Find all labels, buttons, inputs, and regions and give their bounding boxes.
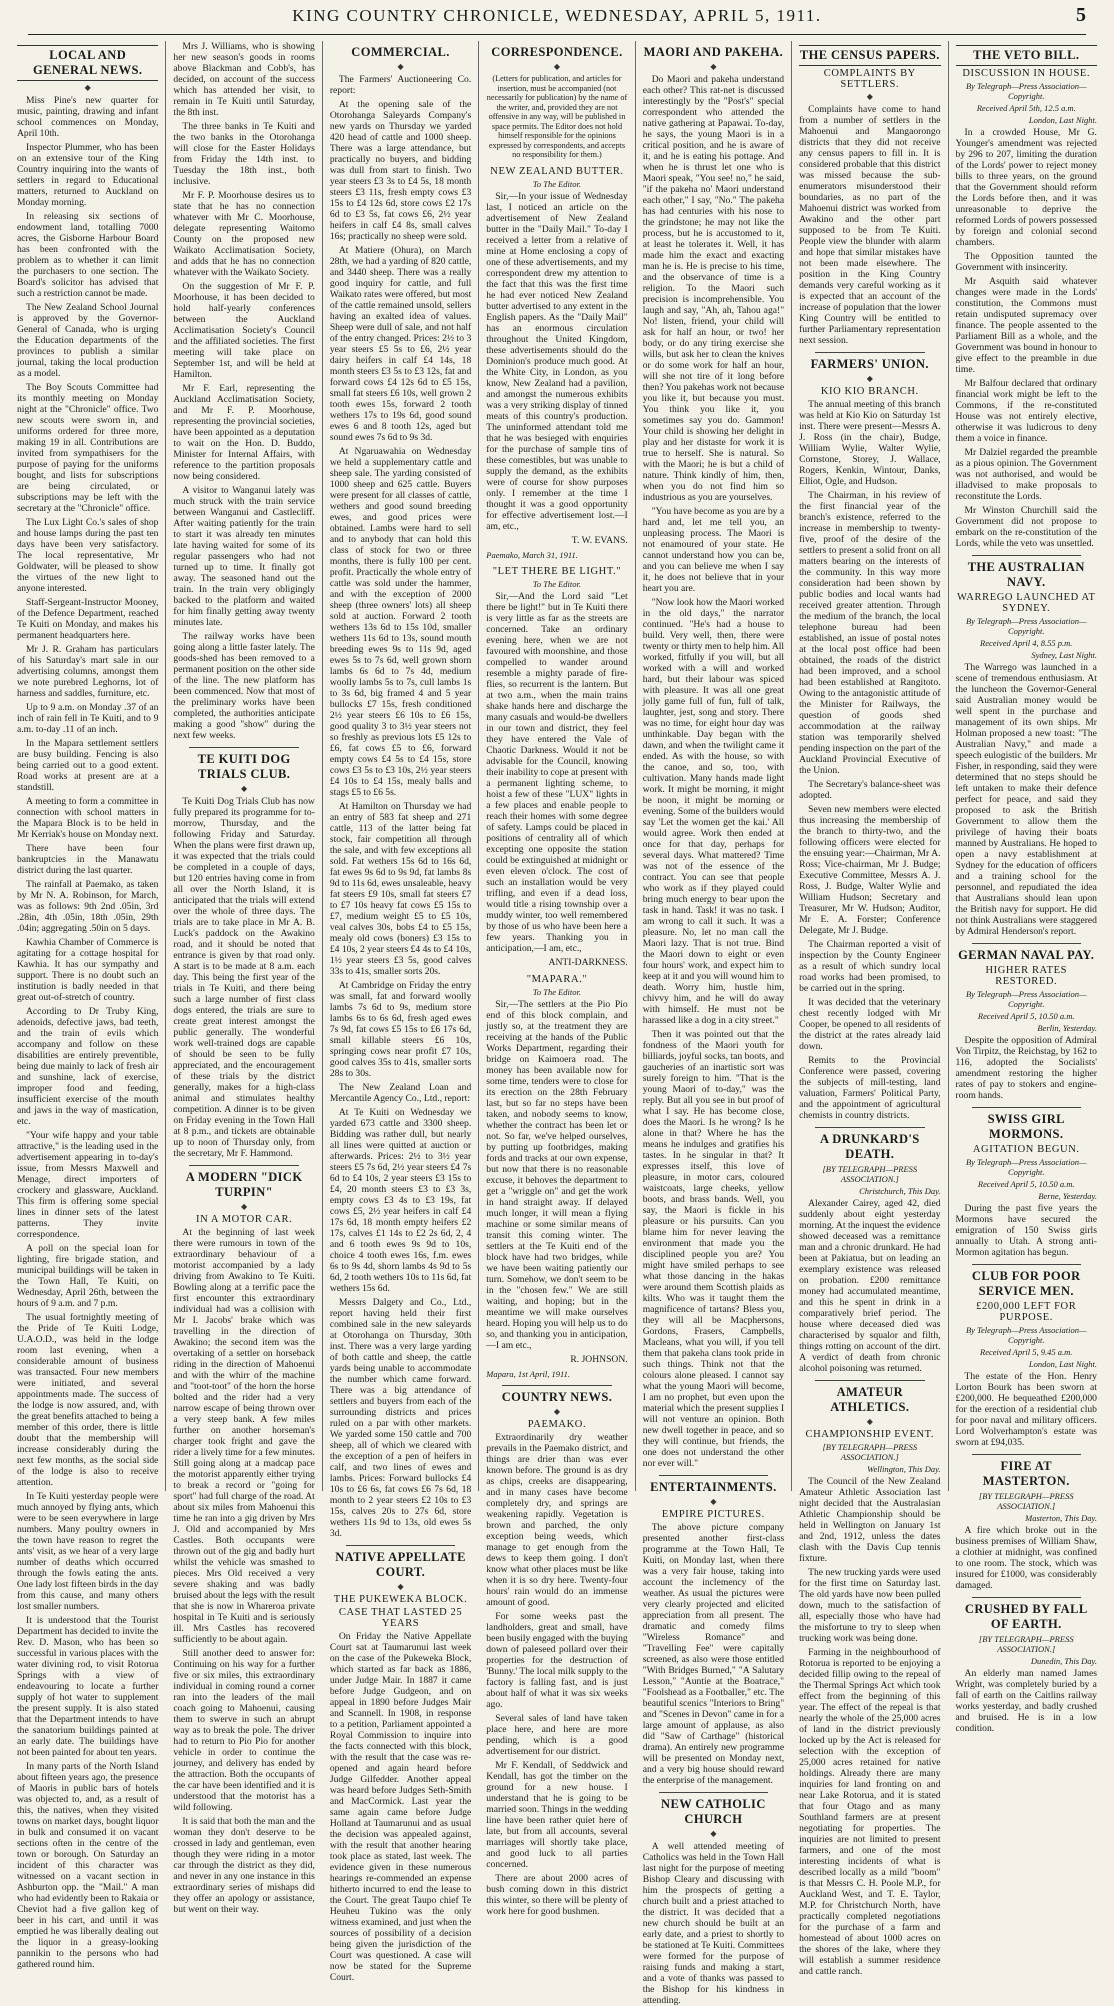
ornament-rule: ◆	[710, 62, 717, 71]
ornament-rule: ◆	[866, 1417, 873, 1426]
article-body	[486, 999, 627, 1351]
article-census	[799, 45, 940, 346]
article-earth-fall	[956, 1602, 1097, 1734]
ornament-rule: ◆	[866, 92, 873, 101]
headline: MAORI AND PAKEHA.	[643, 45, 784, 59]
subheadline: CASE THAT LASTED 25 YEARS	[338, 1607, 463, 1629]
editor-note: (Letters for publication, and articles for insertion, must be accompanied (not necessarily for publication) by the name of the writer, and, provided they are not offensive in any way, will be published in space permits. The Editor does not hold himself responsible for the opinions expressed by correspondents, and accepts no responsibility for them.)	[486, 74, 628, 159]
press-line: By Telegraph—Press Association—Copyright.	[965, 81, 1087, 101]
article-body	[173, 1227, 314, 1915]
letter-date: Mapara, 1st April, 1911.	[486, 1368, 571, 1379]
article-maori-pakeha	[643, 45, 784, 1469]
headline: GERMAN NAVAL PAY.	[958, 948, 1095, 962]
dateline: London, Last Night.	[1028, 1359, 1097, 1369]
paragraph: In Te Kuiti yesterday people were much annoyed by flying ants, which were to be seen everywhere in large numbers. Many poultry owners in the town have reason to regret the ants' visit, as we hear of a very large number of deaths which occurred through the fowls eating the ants. One lady lost fifteen birds in the day from this cause, and many others lost smaller numbers.	[17, 1491, 159, 1612]
article-service-club	[956, 1269, 1097, 1448]
paragraph: The rainfall at Paemako, as taken by Mr N. A. Robinson, for March, was as follows: 9th 2nd .05in, 3rd .28in, 4th .05in, 18th .05in, 29th .04in; aggregating .50in on 5 days.	[17, 879, 159, 934]
paragraph: Farming in the neighbourhood of Rotorua is reported to be enjoying a decided fillip owing to the repeal of the Thermal Springs Act which took effect from the beginning of this year. The effect of the repeal is that nearly the whole of the 25,000 acres of land in the district previously locked up by the Act is released for selection with the exception of 25,000 acres retained for native holdings. Already there are many inquiries for land fronting on and near Lake Rotorua, and it is stated that four Otago and as many Southland farmers are at present negotiating for properties. The inquiries are not limited to present farmers, and one of the most interesting incidents of what is described locally as a mild "boom" is that Messrs C. H. Poole M.P., for Auckland West, and T. E. Taylor, M.P. for Christchurch North, have practically completed negotiations for the purchase of a farm and homestead of about 1000 acres on the shores of the lake, where they will establish a summer residence and cattle ranch.	[799, 1647, 941, 1977]
paragraph: Messrs Dalgety and Co., Ltd., report having held their first combined sale in the new saleyards at Otorohanga on Thursday, 30th inst. There was a very large yarding of both cattle and sheep, the cattle yards being unable to accommodate the number which came forward. There was a big attendance of settlers and buyers from each of the surrounding districts and prices ruled on a par with other markets. We yarded some 150 cattle and 700 sheep, all of which we cleared with the exception of a pen of heifers in calf, and two lines of ewes and lambs. Prices: Forward bullocks £4 10s to £6 6s, fat cows £6 7s 6d, 18 month to 2 year steers £2 10s to £3 15s, calves 20s to 27s 6d, store wethers 11s 9d to 13s, old ewes 5s 3d.	[329, 1297, 472, 1539]
subheadline: NEW ZEALAND BUTTER.	[490, 165, 624, 177]
dateline: Berlin, Yesterday.	[1037, 1023, 1097, 1033]
received-line: Received April 5th, 12.5 a.m.	[976, 103, 1076, 113]
headline: A MODERN "DICK TURPIN"	[185, 1170, 303, 1199]
ornament-rule: ◆	[241, 1202, 248, 1211]
article-body	[330, 74, 471, 1539]
subheadline: KIO KIO BRANCH.	[820, 386, 919, 397]
headline: SWISS GIRL MORMONS.	[987, 1112, 1065, 1141]
paragraph: Sir,—In your issue of Wednesday last, I noticed an article on the advertisement of New Zealand butter in the "Daily Mail." To-day I received a letter from a relative of mine at Home enclosing a copy of one of these advertisements, and my correspondent drew my attention to the fact that this was the first time he had ever noticed New Zealand butter advertised to any extent in the English papers. As the "Daily Mail" has an enormous circulation throughout the United Kingdom, these advertisements should do the Dominion's produce much good. At the White City, in London, as you know, New Zealand had a pavilion, and amongst the numerous exhibits was a very striking display of tinned meats of this country's production. The uninformed attendant told me that he was besieged with enquiries for the purchase of sample tins of these comestibles, but was unable to supply the demand, as the exhibits were of course for show purposes only. I remember at the time I thought it was a good opportunity for effective advertisement lost.—I am, etc.,	[486, 190, 628, 532]
paragraph: For some weeks past the landholders, great and small, have been busily engaged with the buying down of paleseed pollard over their properties for the destruction of 'Bunny.' The local milk supply to the factory is falling fast, and is just about half of what it was six weeks ago.	[486, 1610, 628, 1710]
divider	[189, 1165, 298, 1166]
letter-light	[486, 566, 627, 968]
article-body	[643, 1522, 784, 1786]
press-line: [BY TELEGRAPH—PRESS ASSOCIATION.]	[978, 1491, 1074, 1511]
paragraph: The Warrego was launched in a scene of tremendous enthusiasm. At the luncheon the Governor-General said Australian money would be well spent in the purchase and management of its own ships. Mr Holman proposed a new toast: "The Australian Navy," and made a speech eulogistic of the builders. Mr Fisher, in responding, said they were determined that no steps should be left untaken to make their defence perfect for peace, and said they proposed to ask the British Government to allow them the privilege of having their boats manned by Australians. He hoped to open a navy establishment at Sydney for the education of officers and a training school for the personnel, and repudiated the idea that Australians should lean upon the British navy for support. He did not think Australians were staggered by Admiral Henderson's report.	[955, 662, 1097, 937]
paragraph: Mr F. Kendall, of Seddwick and Kendall, has got the timber on the ground for a new house. I understand that he is going to be married soon. Things in the wedding line have been rather quiet here of late, but from all accounts, several marriages will shortly take place, and good luck to all parties concerned.	[486, 1759, 628, 1870]
paragraph: There have been four bankruptcies in the Manawatu district during the last quarter.	[17, 843, 159, 876]
article-body	[799, 104, 940, 346]
headline: ENTERTAINMENTS.	[650, 1480, 777, 1494]
paragraph: The three banks in Te Kuiti and the two banks in the Otorohanga will close for the Easter Holidays from Friday the 14th inst. to Tuesday the 18th inst., both inclusive.	[173, 121, 315, 187]
article-body	[956, 662, 1097, 937]
page-number: 5	[1076, 4, 1086, 26]
article-body	[956, 1668, 1097, 1734]
paragraph: A poll on the special loan for lighting, fire brigade station, and municipal buildings will be taken in the Town Hall, Te Kuiti, on Wednesday, April 26th, between the hours of 9 a.m. and 7 p.m.	[17, 1243, 159, 1309]
dateline: Wellington, This Day.	[867, 1464, 941, 1474]
article-dick-turpin	[173, 1170, 314, 1915]
headline: FIRE AT MASTERTON.	[982, 1459, 1070, 1488]
article-local-news	[17, 45, 158, 1970]
press-line: [BY TELEGRAPH—PRESS ASSOCIATION.]	[822, 1164, 918, 1184]
ornament-rule: ◆	[241, 784, 248, 793]
headline: CRUSHED BY FALL OF EARTH.	[964, 1602, 1088, 1631]
paragraph: On the suggestion of Mr F. P. Moorhouse, it has been decided to hold half-yearly conferences between the Auckland Acclimatisation Society's Council and the affiliated societies. The first meeting will take place on September 1st, and will be held at Hamilton.	[173, 281, 315, 380]
paragraph: It is understood that the Tourist Department has decided to invite the Rev. D. Mason, who has been so successful in various places with the water divining rod, to visit Rotorua Springs with a view of endeavouring to locate a further supply of hot water to supplement the present supply. It is also stated that the Department intends to have the sanatorium buildings painted at an early date. The buildings have not been painted for about ten years.	[17, 1615, 159, 1758]
article-country-news	[486, 1390, 627, 1917]
salutation: To The Editor.	[532, 578, 582, 589]
headline: COMMERCIAL.	[351, 45, 450, 59]
subheadline: AGITATION BEGUN.	[972, 1144, 1080, 1155]
paragraph: A fire which broke out in the business premises of William Shaw, a clothier at midnight, was confined to one room. The stock, which was insured for £1000, was considerably damaged.	[955, 1525, 1097, 1591]
article-commercial	[330, 45, 471, 1539]
article-body	[956, 1525, 1097, 1591]
headline: NATIVE APPELLATE COURT.	[335, 1550, 466, 1579]
paragraph: Extraordinarily dry weather prevails in the Paemako district, and things are drier than was ever known before. The ground is as dry as chips, creeks are disappearing, and in many cases have become completely dry, and springs are weakening rapidly. Vegetation is brown and parched, the only exception being weeds, which manage to get enough from the dews to keep them going. I don't know what other places must be like when it is so dry here. Twenty-four hours' rain would do an immense amount of good.	[486, 1431, 628, 1608]
article-amateur-athletics	[799, 1385, 940, 1977]
column-5	[636, 41, 792, 2006]
paragraph: Kawhia Chamber of Commerce is agitating for a cottage hospital for Kawhia. It has our sympathy and support. There is no doubt such an institution is badly needed in that great out-of-stretch of country.	[17, 937, 159, 1003]
paragraph: It is said that both the man and the woman they don't deserve to be crossed in lady and gentleman, even though they were riding in a motor car through the district as they did, and never in any one instance in this extraordinary series of mishaps did they offer an apology or assistance, but went on their way.	[173, 1816, 315, 1915]
column-6	[792, 41, 948, 1977]
article-body	[643, 1841, 784, 2006]
paragraph: Miss Pine's new quarter for music, painting, drawing and infant school commences on Monday, April 10th.	[17, 95, 159, 139]
paragraph: "Your wife happy and your table attractive," is the leading used in the advertisement appearing in to-day's issue, from Messrs Maxwell and Menage, direct importers of crockery and glassware, Auckland. This firm is offering some special lines in dinner sets of the latest patterns. They invite correspondence.	[17, 1130, 159, 1240]
article-german-naval-pay	[956, 948, 1097, 1101]
article-body	[956, 127, 1097, 549]
paragraph: The Lux Light Co.'s sales of shop and house lamps during the past ten days have been very satisfactory. The local representative, Mr Goldwater, will be pleased to show the virtues of the new light to anyone interested.	[17, 517, 159, 594]
column-4	[479, 41, 635, 1917]
paragraph: Mr F. Earl, representing the Auckland Acclimatisation Society, and Mr F. P. Moorhouse, representing the provincial societies, have been appointed as a deputation to wait on the Hon. D. Buddo, Minister for Internal Affairs, with reference to the partition proposals now being considered.	[173, 383, 315, 482]
paragraph: The New Zealand School Journal is approved by the Governor-General of Canada, who is urging the Education departments of the provinces to publish a similar journal, taking the local production as a model.	[17, 302, 159, 379]
subheadline: IN A MOTOR CAR.	[195, 1214, 293, 1225]
paragraph: Complaints have come to hand from a number of settlers in the Mahoenui and Mangaorongo districts that they did not receive any census papers to fill in. It is considered probable that this district was missed because the sub-enumerators misunderstood their boundaries, as no part of the Mahoenui district was worked from Awakino and the other part supposed to be from Te Kuiti. People view the blunder with alarm and hope that similar mistakes have not been made elsewhere. The position in the King Country demands very careful working as it is expected that an account of the increase of population that the lower King Country will be entitled to further Parliamentary representation next session.	[799, 104, 941, 346]
paragraph: "Now look how the Maori worked in the old days," the narrator continued. "He's had a house to build. Very well, then, there were twenty or thirty men to help him. All worked, fitfully if you will, but all worked with a will and worked hard, but their labour was spiced with pleasure. It was all one great jolly game full of fun, full of talk, laughter, jest, song and story. There was no time, for eight hour day was unthinkable. Day began with the dawn, and when the twilight came it ended. As with the house, so with the canoe, and so, too, with cultivation. Many hands made light work. It might be morning, it might be noon, it might be morning or evening. Some of the builders would say 'Let the women get the kai.' All would agree. Work then ended at once for that day, perhaps for several days. What mattered? Time was not of the essence of the contract. You can see that people who work as if they played could bring much energy to bear upon the task in hand. Task! it was no task. I am wrong to call it such. It was a pleasure. No, let no man call the Maori lazy. That is not true. Bind the Maori down to eight or even four hours' work, and expect him to keep at it and you will wound him to death. Worry him, hustle him, chivvy him, and he will do away with himself. He must not be harassed like a dog in a city street."	[642, 597, 785, 1026]
masthead-title: KING COUNTRY CHRONICLE, WEDNESDAY, APRIL 5, 1911.	[292, 6, 822, 25]
paragraph: At Te Kuiti on Wednesday we yarded 673 cattle and 3300 sheep. Bidding was rather dull, but nearly all lines were quitted at auction or afterwards. Prices: 2½ to 3½ year steers £5 7s 6d, 2½ year steers £4 7s 6d to £4 10s, 2 year steers £3 15s to £4, 20 month steers £3 to £3 3s, empty cows £3 4s to £3 19s, fat cows £5, 2½ year heifers in calf £4 17s 6d, 18 month empty heifers £2 17s, calves £1 14s to £2 2s 6d, 2, 4 and 6 tooth ewes 9s 9d to 10s, choice 4 tooth ewes 16s, f.m. ewes 6s to 9s 4d, shorn lambs 4s 9d to 5s 6d, 2 tooth wethers 10s to 11s 6d, fat wethers 15s 6d.	[329, 1107, 472, 1294]
article-body	[173, 41, 314, 741]
paragraph: At the beginning of last week there were rumours in town of the extraordinary behaviour of a motorist accompanied by a lady driving from Awakino to Te Kuiti. Bowling along at a terrific pace the first encounter this extraordinary individual had was a collision with Mr I. Jacobs' brake which was travelling in the direction of Awakino; the second item was the overtaking of a settler on horseback riding in the direction of Mahoenui and with the whirr of the machine and "toot-toot" of the horn the horse bolted and the rider had a very narrow escape of being thrown over a very steep bank. A few miles further on another horseman's charger took fright and gave the rider a lively time for a few minutes. Still going along at a madcap pace the motorist apparently either trying to break a record or "going for sport" had full charge of the road. At about six miles from Mahoenui this time he ran into a gig driven by Mrs J. Old and accompanied by Mrs Castles. Both occupants were thrown out of the gig and badly hurt whilst the vehicle was smashed to pieces. Mrs Old received a very severe shaking and was badly bruised about the legs with the result that she is now in Whareroa private hospital in Te Kuiti and is seriously ill. Mrs Castles has recovered sufficiently to be about again.	[173, 1227, 315, 1645]
paragraph: The estate of the Hon. Henry Lorton Bourk has been sworn at £200,000. He bequeathed £200,000 for the erection of a residential club for poor naval and military officers. Lord Wolverhampton's estate was sworn at £94,035.	[955, 1371, 1097, 1448]
divider	[346, 1545, 455, 1546]
ornament-rule: ◆	[866, 374, 873, 383]
headline: TE KUITI DOG TRIALS CLUB.	[197, 752, 291, 781]
paragraph: Several sales of land have taken place here, and here are more pending, which is a good advertisement for our district.	[486, 1712, 628, 1757]
article-entertainments	[643, 1480, 784, 1786]
paragraph: In the Mapara settlement settlers are busy building. Fencing is also being carried out to a good extent. Road works at present are at a standstill.	[17, 738, 159, 793]
signature: T. W. EVANS.	[571, 534, 628, 546]
ornament-rule: ◆	[397, 1582, 404, 1591]
subheadline: "LET THERE BE LIGHT."	[492, 565, 622, 577]
subheadline: COMPLAINTS BY SETTLERS.	[823, 68, 916, 90]
article-body	[956, 1203, 1097, 1258]
press-line: By Telegraph—Press Association—Copyright.	[965, 989, 1087, 1009]
paragraph: The Opposition taunted the Government with insincerity.	[955, 251, 1097, 273]
paragraph: "You have become as you are by a hard and, let me tell you, an unpleasing process. The Maori is not enamoured of your state. He cannot understand how you can be, and you can believe me when I say it, he does not believe that in your heart you are.	[642, 506, 785, 594]
subheadline: WARREGO LAUNCHED AT SYDNEY.	[956, 592, 1096, 614]
article-swiss-mormons	[956, 1112, 1097, 1258]
article-body	[956, 1371, 1097, 1448]
paragraph: A well attended meeting of Catholics was held in the Town Hall last night for the purpose of meeting Bishop Cleary and discussing with him the prospects of getting a church built and a priest attached to the district. It was decided that a new church should be built at an early date, and a priest to shortly to be stationed at Te Kuiti. Committees were formed for the purpose of raising funds and making a start, and a vote of thanks was passed to the Bishop for his kindness in attending.	[642, 1841, 785, 2006]
headline: LOCAL AND GENERAL NEWS.	[17, 45, 158, 81]
received-line: Received April 5, 9.45 a.m.	[980, 1347, 1073, 1357]
headline: THE CENSUS PAPERS.	[799, 45, 940, 66]
article-native-court	[330, 1550, 471, 1983]
paragraph: An elderly man named James Wright, was completely buried by a fall of earth on the Caitlins railway works yesterday, and badly crushed and bruised. He is in a low condition.	[955, 1668, 1097, 1734]
column-7	[949, 41, 1104, 1734]
divider	[659, 1475, 768, 1476]
headline: THE VETO BILL.	[956, 45, 1097, 66]
received-line: Received April 5, 10.50 a.m.	[977, 1011, 1075, 1021]
divider	[502, 1385, 611, 1386]
divider	[189, 747, 298, 748]
letter-mapara	[486, 974, 627, 1379]
salutation: To The Editor.	[532, 986, 582, 997]
headline: AMATEUR ATHLETICS.	[830, 1385, 910, 1414]
paragraph: Mrs J. Williams, who is showing her new season's goods in rooms above Blackman and Cobb's, has decided, on account of the success which has attended her visit, to remain in Te Kuiti until Saturday, the 8th inst.	[173, 41, 315, 118]
divider	[972, 1597, 1081, 1598]
dateline: Dunedin, This Day.	[1030, 1656, 1097, 1666]
paragraph: The Chairman, in his review of the first financial year of the branch's existence, referred to the increase in membership to twenty-five, proof of the desire of the settlers to present a solid front on all matters bearing on the interests of the community. In this way more consideration had been shown by public bodies and local wants had received greater attention. Through the medium of the branch, the local telephone bureau had been established, an issue of postal notes at the local post office had been obtained, the roads of the district had been improved, and a school had been established at Rangitoto. Owing to the antagonistic attitude of the Minister for Railways, the question of goods shed accommodation at the railway station was temporarily shelved pending inspection on the part of the Auckland Provincial Executive of the Union.	[799, 490, 941, 776]
salutation: To The Editor.	[532, 178, 582, 189]
ornament-rule: ◆	[710, 1497, 717, 1506]
masthead	[28, 6, 1086, 35]
paragraph: Inspector Plummer, who has been on an extensive tour of the King Country inquiring into the wants of settlers in regard to Educational matters, returned to Auckland on Monday morning.	[17, 142, 159, 208]
paragraph: The railway works have been going along a little faster lately. The goods-shed has been removed to a permanent position on the other side of the line. The new platform has been commenced. Now that most of the preliminary works have been completed, the authorities anticipate making a good "show" during the next few weeks.	[173, 631, 315, 741]
paragraph: Mr Dalziel regarded the preamble as a pious opinion. The Government was not authorised, and would be illadvised to make proposals to reconstitute the Lords.	[955, 447, 1097, 502]
headline: NEW CATHOLIC CHURCH	[661, 1797, 766, 1826]
ornament-rule: ◆	[710, 1829, 717, 1838]
subheadline: PAEMAKO.	[527, 1418, 587, 1430]
divider	[972, 555, 1081, 556]
subheadline: DISCUSSION IN HOUSE.	[962, 68, 1091, 79]
article-body	[486, 1432, 627, 1917]
headline: CORRESPONDENCE.	[491, 45, 623, 59]
paragraph: The Farmers' Auctioneering Co. report:	[329, 74, 472, 96]
paragraph: Mr J. R. Graham has particulars of his Saturday's mart sale in our advertising columns, amongst them we note purebred Leghorns, lot of harness and saddles, furniture, etc.	[17, 644, 159, 699]
article-farmers-union	[799, 357, 940, 1121]
letter-date: Paemako, March 31, 1911.	[486, 549, 578, 560]
article-dog-trials	[173, 752, 314, 1159]
subheadline: EMPIRE PICTURES.	[661, 1509, 765, 1520]
headline: FARMERS' UNION.	[810, 357, 929, 371]
paragraph: The new trucking yards were used for the first time on Saturday last. The old yards have now been pulled down, much to the satisfaction of all, especially those who have had the misfortune to try to sleep when trucking work was being done.	[799, 1567, 941, 1644]
paragraph: There are about 2000 acres of bush coming down in this district this winter, so there will be plenty of work here for good bushmen.	[486, 1872, 628, 1917]
subheadline: CHAMPIONSHIP EVENT.	[805, 1429, 935, 1440]
ornament-rule: ◆	[553, 62, 561, 71]
letter-butter	[486, 166, 627, 560]
paragraph: Mr Balfour declared that ordinary financial work might be left to the Commons, if the re-constituted House was not entirely elective, otherwise it was ludicrous to deny them a voice in finance.	[955, 378, 1097, 444]
paragraph: The Boy Scouts Committee had its monthly meeting on Monday night at the "Chronicle" office. Two new scouts were sworn in, and uniforms ordered for three more, making 19 in all. Contributions are invited from sympathisers for the purpose of paying for the uniforms bought, and lists for subscriptions are being circulated, or subscriptions may be left with the secretary at the "Chronicle" office.	[17, 382, 159, 514]
ornament-rule: ◆	[397, 62, 404, 71]
headline: THE AUSTRALIAN NAVY.	[967, 560, 1085, 589]
article-body	[173, 796, 314, 1159]
paragraph: In a crowded House, Mr G. Younger's amendment was rejected by 296 to 207, limiting the duration of the Lords' power to reject money bills to three years, on the ground that the Government should reform the Lords before then, and it was unreasonable to deprive the reformed Lords of powers possessed by foreign and colonial second chambers.	[955, 127, 1097, 248]
paragraph: Sir,—The settlers at the Pio Pio end of this block complain, and justly so, at the treatment they are receiving at the hands of the Public Works Department, regarding their bridge on Kaimoera road. The money has been available now for some time, tenders were to close for its erection on the 28th February last, but so far no steps have been taken, and nobody seems to know, whether the contract has been let or not. So far, we've helped ourselves, by putting up footbridges, making fords and tracks at our own expense, but now that there is no reasonable excuse, it behoves the department to get a "wriggle on" and get the work in hand straight away. If delayed much longer, it will mean a flying machine or some similar means of transit this coming winter. The settlers at the Te Kuiti end of the block have had two bridges, while we have been waiting patiently our turn. Somehow, we don't seem to be in the "chosen few." We are still waiting, and hoping; but in the meantime we will make ourselves heard. Hoping you will help us to do so, and thanking you in anticipation,—I am etc.,	[486, 998, 628, 1351]
article-body	[486, 591, 627, 954]
article-catholic-church	[643, 1797, 784, 2006]
article-drunkards-death	[799, 1132, 940, 1374]
column-2	[166, 41, 322, 1915]
article-correspondence	[486, 45, 627, 160]
received-line: Received April 4, 8.55 p.m.	[980, 638, 1073, 648]
article-body	[643, 74, 784, 1469]
paragraph: In releasing six sections of endowment land, totalling 7000 acres, the Gisborne Harbour Board has been confronted with the problem as to whether it can limit the purchasers to one section. The Board's solicitor has advised that such a restriction cannot be made.	[17, 211, 159, 299]
divider	[659, 1792, 768, 1793]
article-body	[956, 1035, 1097, 1101]
paragraph: Despite the opposition of Admiral Von Tirpitz, the Reichstag, by 162 to 116, adopted the Socialists' amendment restoring the higher rates of pay to stokers and engine-room hands.	[955, 1035, 1097, 1101]
paragraph: Mr Winston Churchill said the Government did not propose to embark on the re-constitution of the Lords, while the veto was unsettled.	[955, 505, 1097, 549]
divider	[815, 1127, 924, 1128]
paragraph: Sir,—And the Lord said "Let there be light!" but in Te Kuiti there is very little as far as the streets are concerned. Take an ordinary evening here, when we are not favoured with moonshine, and those compelled to wander around resemble a mighty parade of fire-flies, so recurrent is the lantern. But at two a.m., when the main trains shake hands here and discharge the many casuals and would-be dwellers in our town and district, they feel they have entered the Vale of Chaotic Darkness. Would it not be advisable for the Council, knowing their inability to cope at present with a permanent lighting scheme, to hoist a few of these "LUX" lights in a few places and enable people to reach their homes with some degree of safety. Lamps could be placed in positions of centrality all of which excepting one opposite the station could be extinguished at midnight or even eleven o'clock. The cost of such an installation would be very trifling, and even if a dead loss, would title a rising township over a muddy winter, too well remembered by those of us who have been here a few years. Thanking you in anticipation,—I am, etc.,	[486, 590, 628, 954]
dateline: Sydney, Last Night.	[1031, 650, 1097, 660]
paragraph: The annual meeting of this branch was held at Kio Kio on Saturday 1st inst. There were present—Messrs A. J. Ross (in the chair), Budge, William Wylie, Walter Wylie, Cornstone, Storey, J. Wallace, Rogers, Kenkin, Wintour, Danks, Elliot, Ogle, and Hudson.	[799, 399, 941, 487]
paragraph: At the opening sale of the Otorohanga Saleyards Company's new yards on Thursday we yarded 420 head of cattle and 1000 sheep. There was a large attendance, but practically no buyers, and bidding was dull from start to finish. Two year steers £3 3s to £4 5s, 18 month steers £3 11s, fresh empty cows £3 15s to £4 12s 6d, store cows £2 17s 6d to £3 5s, fat cows £6, 2½ year heifers in calf £4 8s, small calves 16s; practically no sheep were sold.	[329, 99, 472, 242]
article-body	[799, 1198, 940, 1374]
divider	[972, 1107, 1081, 1108]
received-line: Received April 5, 10.50 a.m.	[977, 1179, 1075, 1189]
dateline: Masterton, This Day.	[1025, 1513, 1097, 1523]
paragraph: Remits to the Provincial Conference were passed, covering the subjects of mill-testing, land valuation, Farmers' Political Party, and the appointment of agricultural chemists in country districts.	[799, 1055, 941, 1121]
headline: A DRUNKARD'S DEATH.	[820, 1132, 920, 1161]
paragraph: At Matiere (Ohura), on March 28th, we had a yarding of 820 cattle, and 3440 sheep. There was a really good inquiry for cattle, and full Waikato rates were offered, but most of the cattle remained unsold, sellers having an exalted idea of values. Sheep were dull of sale, and not half of the entry changed. Prices: 2½ to 3 year steers £5 5s to £6, 2½ year dairy heifers in calf £4 14s, 18 month steers £3 5s to £3 12s, fat and forward cows £4 12s 6d to £5 15s, small fat steers £6 10s, well grown 2 tooth ewes 15s, forward 2 tooth wethers 17s to 19s 6d, good sound ewes 6 and 8 tooth 12s, aged but sound ewes 7s 6d to 9s 3d.	[329, 245, 472, 443]
paragraph: At Cambridge on Friday the entry was small, fat and forward woolly lambs 7s 6d to 9s, medium store lambs 6s to 6s 6d, fresh aged ewes 7s 9d, fat cows £5 15s to £6 17s 6d, small killable steers £6 10s, springing cows near profit £7 10s, good calves 35s to 41s, smaller sorts 28s to 30s.	[329, 980, 472, 1079]
headline: CLUB FOR POOR SERVICE MEN.	[971, 1269, 1081, 1298]
divider	[815, 1380, 924, 1381]
columns	[10, 41, 1104, 2006]
subheadline: HIGHER RATES RESTORED.	[985, 965, 1068, 987]
divider	[972, 1264, 1081, 1265]
headline: COUNTRY NEWS.	[501, 1389, 613, 1404]
article-body	[486, 191, 627, 532]
ornament-rule: ◆	[553, 1406, 561, 1416]
press-line: By Telegraph—Press Association—Copyright.	[965, 1325, 1087, 1345]
paragraph: The usual fortnightly meeting of the Pride of Te Kuiti Lodge, U.A.O.D., was held in the lodge room last evening, when a considerable amount of business was transacted. Four new members were initiated, and several appointments made. The success of the lodge is now assured, and, with the great benefits attached to being a member of this order, there is little doubt that the membership will increase considerably during the next few months, as the social side of the lodge is also to receive attention.	[17, 1312, 159, 1488]
dateline: Christchurch, This Day.	[859, 1186, 941, 1196]
article-body	[17, 95, 158, 1970]
article-body	[799, 399, 940, 1121]
divider	[972, 1454, 1081, 1455]
paragraph: Alexander Cairey, aged 42, died suddenly about eight yesterday morning. At the inquest the evidence showed deceased was a remittance man and a chronic drunkard. He had been at Pakiatua, but on leading an exemplary existence was released on probation. £200 remittance money had accumulated meantime, and this he spent in drink in a comparatively brief period. The house where deceased died was characterised by squalor and filth, things rotting on account of the dirt. A verdict of death from chronic alcohol poisoning was returned.	[799, 1198, 941, 1374]
paragraph: At Ngaruawahia on Wednesday we held a supplementary cattle and sheep sale. The yarding consisted of 1000 sheep and 625 cattle. Buyers were present for all classes of cattle, wethers and good sound breeding ewes, and good prices were obtained. Lambs were hard to sell and to anybody that can hold this class of stock for two or three months, there is fully 100 per cent. profit. Practically the whole entry of cattle was sold under the hammer, and with the exception of 2000 sheep (three owners' lots) all sheep sold at auction. Forward 2 tooth wethers 13s 6d to 15s 10d, smaller wethers 11s 6d to 13s, sound mouth breeding ewes 9s to 11s 9d, aged ewes 5s to 7s 6d, well grown shorn lambs 6s 6d to 7s 4d, medium woolly lambs 5s to 7s, cull lambs 1s to 3s 6d, big framed 4 and 5 year bullocks £7 15s, fresh conditioned 2½ year steers £6 10s to £6 15s, good quality 3 to 3½ year steers not so freshly as previous lots £5 12s to £6, fat cows £5 to £6, forward empty cows £4 5s to £4 15s, store cows £3 5s to £3 10s, 2½ year steers £4 10s to £4 15s, mealy balls and stags £5 to £6 5s.	[329, 446, 472, 798]
paragraph: At Hamilton on Thursday we had an entry of 583 fat sheep and 271 cattle, 113 of the latter being fat stock, fair competition all through the sale, and with few exceptions all sold. Fat wethers 15s 6d to 16s 6d, fat ewes 9s 6d to 9s 9d, fat lambs 8s 9d to 11s 6d, ewes unsaleable, heavy fat steers £9 10s, small fat steers £7 to £7 10s heavy fat cows £5 15s to £7, medium weight £5 to £5 10s, veal calves 30s, bobs £4 to £5 15s, mealy old cows (boners) £3 15s to £4 10s, 2 year steers £4 4s to £4 10s, 1½ year steers £3 5s, good calves 33s to 41s, smaller sorts 20s.	[329, 801, 472, 977]
paragraph: The Secretary's balance-sheet was adopted.	[799, 779, 941, 801]
press-line: By Telegraph—Press Association—Copyright.	[965, 1157, 1087, 1177]
paragraph: On Friday the Native Appellate Court sat at Taumarunui last week on the case of the Pukeweka Block, which started as far back as 1886, under Judge Mair. In 1887 it came before Judge Gudgeon, and on appeal in 1890 before Judges Mair and Scannell. In 1908, in response to a petition, Parliament appointed a Royal Commission to inquire into the facts connected with this block, with the result that the case was re-opened and again heard before Judge Gilfedder. Another appeal was heard before Judges Seth-Smith and MacCormick. Last year the same again came before Judge Holland at Taumarunui and as usual the decision was appealed against, with the result that another hearing took place as stated, last week. The evidence given in these numerous hearings re-commended an expense hitherto incurred to end the lease to the Court. The great Taupo chief Te Heuheu Tukino was the only witness examined, and just when the sources of possibility of a decision being given the jurisdiction of the Court was questioned. A case will now be stated for the Supreme Court.	[329, 1631, 472, 1983]
press-line: [BY TELEGRAPH—PRESS ASSOCIATION.]	[822, 1442, 918, 1462]
paragraph: Seven new members were elected thus increasing the membership of the branch to thirty-two, and the following officers were elected for the ensuing year:—Chairman, Mr A. Ross; Vice-chairman, Mr J. Budge; Executive Committee, Messrs A. J. Ross, J. Budge, Walter Wylie and William Hudson; Secretary and Treasurer, Mr W. Hudson; Auditor, Mr E. A. Forster; Conference Delegate, Mr J. Budge.	[799, 804, 941, 936]
divider	[815, 352, 924, 353]
subheadline: £200,000 LEFT FOR PURPOSE.	[976, 1301, 1077, 1323]
press-line: By Telegraph—Press Association—Copyright.	[965, 616, 1087, 636]
paragraph: Staff-Sergeant-Instructor Mooney, of the Defence Department, reached Te Kuiti on Monday, and makes his permanent headquarters here.	[17, 597, 159, 641]
paragraph: Mr F. P. Moorhouse desires us to state that he has no connection whatever with Mr C. Moorhouse, delegate representing Waitomo County on the proposed new Waikato Acclimatisation Society, and adds that he has no connection whatever with the Waikato Society.	[173, 190, 315, 278]
paragraph: The above picture company presented another first-class programme at the Town Hall, Te Kuiti, on Monday last, when there was a very fair house, taking into account the inclemency of the weather. As usual the pictures were very clearly projected and elicited appreciation from all present. The dramatic and comedy films "Wireless Romance" and "Travelling Fee" were capitally screened, as also were those entitled "With Bridges Burned," "A Salutary Lesson," "Auntie at the Boatrace," "Foolshead as a Footballer," etc. The beautiful scenics "Interiors to Bring" and "Scenes in Devon" came in for a large amount of applause, as also did "Saw of Carthage" (historical drama). An entirely new programme will be presented on Monday next, and a very big house should reward the enterprise of the management.	[642, 1522, 785, 1786]
paragraph: It was decided that the veterinary chest recently lodged with Mr Cooper, be opened to all residents of the district at the rates already laid down.	[799, 997, 941, 1052]
paragraph: The Council of the New Zealand Amateur Athletic Association last night decided that the Australasian Athletic Championship should be held in Wellington on January 1st and 2nd, 1912, unless the dates clash with the Davis Cup tennis fixture.	[799, 1476, 941, 1564]
subheadline: THE PUKEWEKA BLOCK.	[333, 1594, 468, 1605]
paragraph: A visitor to Wanganui lately was much struck with the train service between Wanganui and Castlecliff. After waiting patiently for the train to start it was already ten minutes late having waited for some of its regular passengers who had not turned up to time. It finally got away. The seasoned hand out the train. In the train very obligingly backed to the platform and waited for him finally getting away twenty minutes late.	[173, 485, 315, 628]
dateline: London, Last Night.	[1028, 115, 1097, 125]
article-veto-bill	[956, 45, 1097, 549]
article-body	[799, 1476, 940, 1977]
paragraph: Up to 9 a.m. on Monday .37 of an inch of rain fell in Te Kuiti, and to 9 a.m. to-day .11 of an inch.	[17, 702, 159, 735]
article-masterton-fire	[956, 1459, 1097, 1591]
signature: R. JOHNSON.	[570, 1353, 628, 1365]
paragraph: Mr Asquith said whatever changes were made in the Lords' constitution, the Commons must retain undisputed supremacy over finance. The people assented to the Parliament Bill as a whole, and the Government was bound in honour to give effect to the preamble in due time.	[955, 276, 1097, 375]
paragraph: Do Maori and pakeha understand each other? This rat-net is discussed interestingly by the "Post's" special correspondent who attended the native gathering at Papawai. To-day, he says, the young Maori is in a critical position, and he is aware of it, and he is eating his pottage. And when he is thrust let one who is Maori speak, "You see! no," he said, "if the pakeha no' Maori understand each other," I say, "No." The pakeha has had centuries with his nose to the grindstone; he may not like the process, but he is accustomed to it, at least he tolerates it. Well, it has made him the exact and exacting man he is. He is precise to his time, and the observance of time is a religion. To the Maori such precision is incomprehensible. You laugh and say, "Ah, ah, Tahou aga!" No! listen, friend, your child will ask for half an hour, or two! her body, or do any tiring exercise she wills, but ask her to clean the knives or do some work for half an hour, will she not tire of it long before then? You pakehas work not because you like it, but because you must. You think you like it, you sometimes say you do. Gammon! Your child is showing her delight in play and her distaste for work it is true to herself. She is natural. So with the Maori; he is but a child of nature. Think kindly of him, then, when you do not find him so industrious as you are yourselves.	[642, 74, 785, 503]
dateline: Berne, Yesterday.	[1038, 1191, 1097, 1201]
paragraph: The Chairman reported a visit of inspection by the County Engineer as a result of which sundry local road works had been promised, to be carried out in the spring.	[799, 939, 941, 994]
divider	[972, 943, 1081, 944]
signature: ANTI-DARKNESS.	[548, 956, 628, 968]
paragraph: Then it was pointed out that the fondness of the Maori youth for billiards, joyful socks, tan boots, and gaucheries of an inartistic sort was surely foreign to him. "That is the young Maori of to-day," was the reply. But all you see in but proof of what I say. He has become close, does the Maori. Is he wrong? Is he alone in that? Where he has the means he indulges and gratifies his tastes. In he singular in that? It expresses itself, this love of pleasure, in motor cars, coloured waistcoats, large cheeks, yellow boots, and brass bands. Well, you say, the Maori is fickle in his pleasure or his pursuits. Can you blame him for never leaving the environment that made you the disciplined people you are? You might have smiled perhaps to see what those dancing in the hakas were around them Scottish plaids as kilts. Who was it taught them the magnificence of tartans? Bless you, they will all be Macphersons, Gordons, Frasers, Campbells, Macleans, what you will, if you tell them that pakeha clans took pride in such things. Think not that the colours alone pleased. I cannot say what the young Maori will become, I am no prophet, but even upon the material which the present supplies I will not venture an opinion. Both new dwell together in peace, and so they will continue, but friends, the one does not understand the other nor ever will."	[642, 1029, 785, 1469]
paragraph: In many parts of the North Island about fifteen years ago, the presence of Maoris in public bars of hotels was objected to, and, as a result of this, the natives, when they visited towns on market days, bought liquor in bulk and consumed it on vacant sections often in the centre of the town or borough. On Saturday an incident of this character was witnessed on a vacant section in Ashburton opp. the "Mail." A man who had evidently been to Rakaia or Cheviot had a five gallon keg of beer in his cart, and until it was emptied he was liberally dealing out the liquor in a greasy-looking pannikin to the persons who had gathered round him.	[17, 1761, 159, 1970]
paragraph: During the past five years the Mormons have secured the emigration of 150 Swiss girls annually to Utah. A strong anti-Mormon agitation has begun.	[955, 1203, 1097, 1258]
article-australian-navy	[956, 560, 1097, 937]
press-line: [BY TELEGRAPH—PRESS ASSOCIATION.]	[978, 1634, 1074, 1654]
paragraph: A meeting to form a committee in connection with school matters in the Mapara Block is to be held in Mr Kerriak's house on Monday next.	[17, 796, 159, 840]
column-3	[323, 41, 479, 1983]
column-1	[10, 41, 166, 1970]
paragraph: According to Dr Truby King, adenoids, defective jaws, bad teeth, and the train of evils which accompany and follow on these disabilities are entirely preventible, being due mainly to lack of fresh air and sunshine, lack of exercise, improper food and feeding, insufficient exercise of the mouth and jaws in the way of mastication, etc.	[17, 1006, 159, 1127]
paragraph: Te Kuiti Dog Trials Club has now fully prepared its programme for to-morrow, Thursday, and the following Friday and Saturday. When the plans were first drawn up, it was expected that the trials could be completed in a couple of days, but 120 entries having come in from all over the North Island, it is anticipated that the trials will extend over the whole of three days. The trials are to take place in Mr A. B. Luck's paddock on the Awakino road, and it should be noted that entrance is given by that road only. A start is to be made at 8 a.m. each day. This being the first year of the trials in Te Kuiti, and there being such a large number of first class dogs entered, the trials are sure to create great interest amongst the public generally. The wonderful work well-trained dogs are capable of should be seen to be fully appreciated, and the encouragement of these trials by the district generally, makes for a high-class animal and stimulates healthy competition. A dinner is to be given on Friday evening in the Town Hall at 8 p.m., and tickets are obtainable up to noon of Thursday only, from the secretary, Mr F. Hammond.	[173, 796, 315, 1159]
article-body	[330, 1631, 471, 1983]
paragraph: Still another deed to answer for: Continuing on his way for a further five or six miles, this extraordinary individual in coming round a corner ran into the leaders of the mail coach going to Mahoenui, causing them to swerve in such an abrupt way as to break the pole. The driver had to return to Pio Pio for another vehicle in order to continue the journey, and delivery has ended by the attraction. Both the occupants of the car have been identified and it is understood that the motorist has a wild following.	[173, 1648, 315, 1813]
subheadline: "MAPARA."	[526, 973, 588, 985]
ornament-rule: ◆	[84, 83, 91, 92]
article-local-news-continued	[173, 41, 314, 741]
paragraph: The New Zealand Loan and Mercantile Agency Co., Ltd., report:	[329, 1082, 472, 1104]
